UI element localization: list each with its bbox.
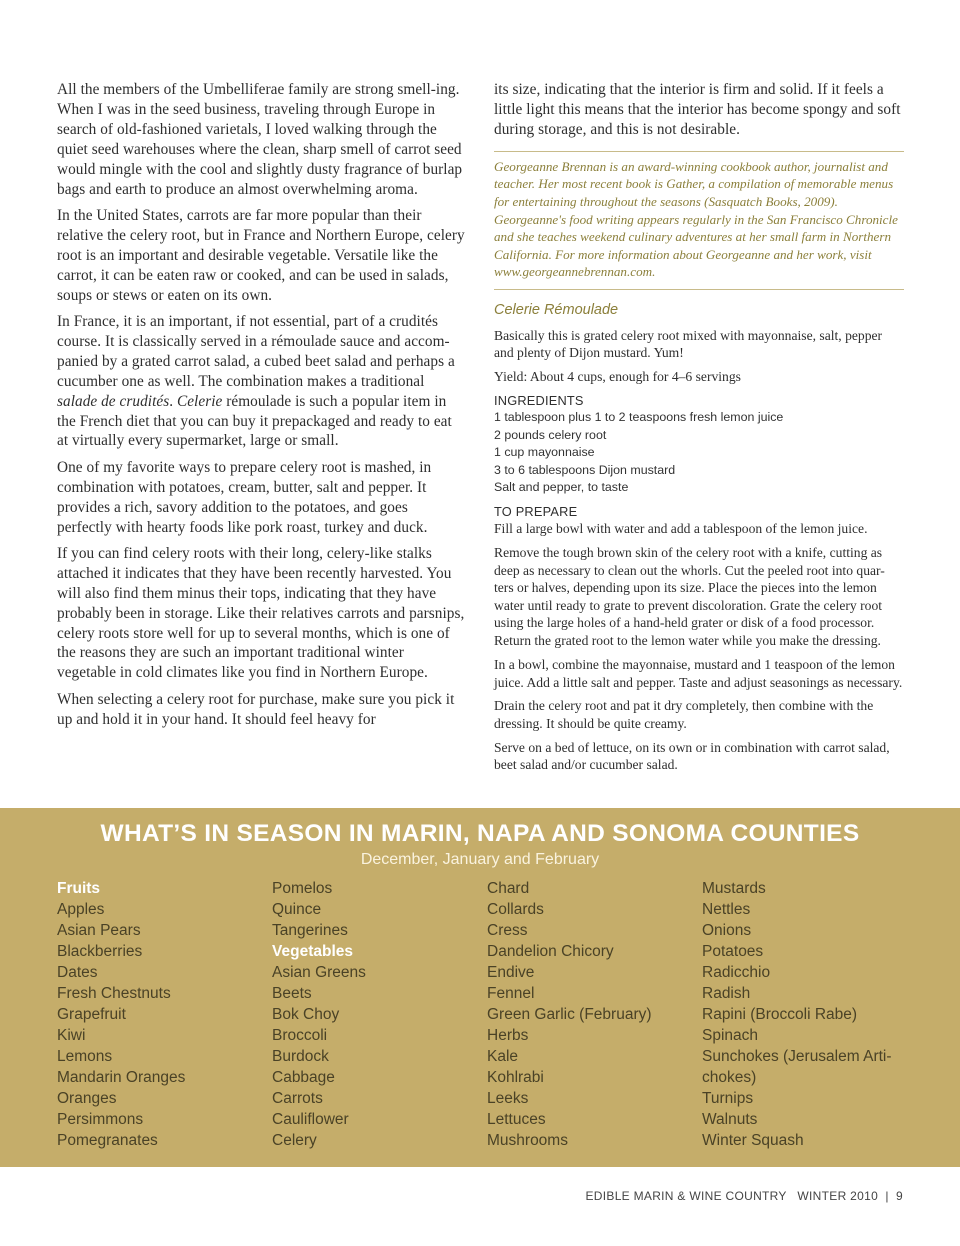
produce-item: Herbs: [487, 1027, 529, 1044]
recipe-intro: Basically this is grated celery root mixed with mayonnaise, salt, pepper and plenty of Dijon mustard. Yum!: [494, 327, 883, 361]
produce-item: Carrots: [272, 1090, 323, 1107]
produce-item: Nettles: [702, 901, 751, 918]
produce-item: Grapefruit: [57, 1006, 126, 1023]
page-footer: [585, 1189, 903, 1203]
produce-item: Dandelion Chicory: [487, 943, 614, 960]
produce-item: Mustards: [702, 880, 766, 897]
ingredient-item: 2 pounds celery root: [494, 427, 607, 442]
produce-item: Radish: [702, 985, 751, 1002]
produce-item: Blackberries: [57, 943, 143, 960]
produce-item: Chard: [487, 880, 530, 897]
produce-item: Celery: [272, 1132, 317, 1149]
article-paragraph: When selecting a celery root for purchase, make sure you pick it up and hold it in your hand. It should feel heavy for: [57, 690, 455, 728]
recipe-step: Fill a large bowl with water and add a tablespoon of the lemon juice.: [494, 521, 868, 537]
article-paragraph-france: [57, 312, 465, 451]
article-paragraph: its size, indicating that the interior is firm and solid. If it feels a little light this means that the interior has become spongy and soft during storage, and this is not desirable.: [494, 81, 901, 138]
italic-text: Celerie: [176, 392, 223, 410]
produce-item: Kale: [487, 1048, 519, 1065]
ingredients-list: [494, 409, 904, 497]
season-title: WHAT’S IN SEASON IN MARIN, NAPA AND SONOMA COUNTIES: [100, 820, 860, 847]
produce-item: Walnuts: [702, 1111, 758, 1128]
ingredient-item: 3 to 6 tablespoons Dijon mustard: [494, 462, 676, 477]
article-paragraph: In the United States, carrots are far more popular than their relative the celery root, but in France and Northern Europe, celery root is an important and desirable vegetable. Versatile like the carrot, it can be eaten raw or cooked, and can be used in salads, soups or stews or eaten on its own.: [57, 206, 465, 304]
in-season-panel: [0, 808, 960, 1167]
recipe-step: Remove the tough brown skin of the celery root with a knife, cutting as deep as necessary to clean out the whorls. Cut the peeled root into quar-ters or halves, depending upon its size. Place the pieces into the lemon water until ready to grate to prevent discoloration. Grate the celery root using the large holes of a hand-held grater or disk of a food processor. Return the grated root to the lemon water while you make the dressing.: [494, 545, 885, 649]
prepare-heading: TO PREPARE: [494, 503, 578, 519]
text-run: .: [169, 392, 177, 410]
text-run: In France, it is an important, if not essential, part of a crudités course. It is classically served in a rémoulade sauce and accom-panied by a grated carrot salad, a cubed beet salad and perhaps a cucumber one as well. The combination makes a traditional: [57, 312, 455, 390]
produce-item: Persimmons: [57, 1111, 144, 1128]
season-column-3: [487, 878, 652, 1151]
footer-text: EDIBLE MARIN & WINE COUNTRY WINTER 2010 | 9: [585, 1189, 903, 1203]
produce-item: Potatoes: [702, 943, 764, 960]
fruits-heading: Fruits: [57, 880, 101, 897]
divider: [494, 151, 904, 152]
italic-text: salade de crudités: [57, 392, 170, 410]
produce-item: Sunchokes (Jerusalem Arti-: [702, 1048, 892, 1065]
produce-item: Lettuces: [487, 1111, 546, 1128]
season-column-4: [702, 878, 892, 1151]
produce-item: Oranges: [57, 1090, 117, 1107]
recipe-yield: Yield: About 4 cups, enough for 4–6 servings: [494, 369, 741, 385]
recipe-step: In a bowl, combine the mayonnaise, mustard and 1 teaspoon of the lemon juice. Add a little salt and pepper. Taste and adjust seasonings as necessary.: [494, 656, 903, 690]
season-subtitle: December, January and February: [360, 851, 600, 868]
produce-item: Apples: [57, 901, 105, 918]
produce-item: Rapini (Broccoli Rabe): [702, 1006, 858, 1023]
produce-item: Beets: [272, 985, 312, 1002]
ingredient-item: Salt and pepper, to taste: [494, 480, 629, 495]
ingredients-heading: INGREDIENTS: [494, 393, 584, 409]
produce-item: Mandarin Oranges: [57, 1069, 186, 1086]
recipe-step: Serve on a bed of lettuce, on its own or in combination with carrot salad, beet salad and/or cucumber salad.: [494, 739, 890, 773]
right-article-column: [494, 80, 904, 780]
produce-item: Tangerines: [272, 922, 348, 939]
recipe-step: Drain the celery root and pat it dry completely, then combine with the dressing. It should be quite creamy.: [494, 698, 874, 731]
season-column-2: [272, 878, 366, 1151]
produce-item: Mushrooms: [487, 1132, 568, 1149]
text-run: rémoulade is such a popular item in the French diet that you can buy it prepackaged and ready to eat at virtually every supermarket, large or small.: [57, 392, 452, 450]
produce-item: Burdock: [272, 1048, 329, 1065]
produce-item: Kohlrabi: [487, 1069, 544, 1086]
article-paragraph: All the members of the Umbelliferae family are strong smell-ing. When I was in the seed business, traveling through Europe in search of old-fashioned varietals, I loved walking through the quiet seed warehouses where the clean, sharp smell of carrot seed would mingle with the cool and slightly dusty fragrance of burlap bags and earth to produce an almost overwhelming aroma.: [57, 81, 463, 198]
produce-item: Broccoli: [272, 1027, 328, 1044]
produce-item: Pomelos: [272, 880, 333, 897]
produce-item: Cauliflower: [272, 1111, 349, 1128]
produce-item: Leeks: [487, 1090, 529, 1107]
produce-item: Kiwi: [57, 1027, 86, 1044]
article-paragraph: If you can find celery roots with their long, celery-like stalks attached it indicates that they have been recently harvested. You will also find them minus their tops, indicating that they have probably been in storage. Like their relatives carrots and parsnips, celery roots store well for up to several months, which is one of the reasons they are such an important traditional winter vegetable in cold climates like you find in Northern Europe.: [57, 544, 465, 682]
left-article-column: [57, 80, 465, 736]
recipe-title: Celerie Rémoulade: [494, 301, 619, 318]
produce-item: Lemons: [57, 1048, 113, 1065]
produce-item: Turnips: [702, 1090, 754, 1107]
produce-item: Cress: [487, 922, 528, 939]
produce-item: Bok Choy: [272, 1006, 340, 1023]
produce-item: Cabbage: [272, 1069, 335, 1086]
produce-item: Green Garlic (February): [487, 1006, 652, 1023]
produce-item: Dates: [57, 964, 98, 981]
produce-item: Asian Greens: [272, 964, 366, 981]
produce-item: Fresh Chestnuts: [57, 985, 171, 1002]
produce-item: Pomegranates: [57, 1132, 158, 1149]
produce-item: Winter Squash: [702, 1132, 804, 1149]
produce-item: Asian Pears: [57, 922, 141, 939]
divider: [494, 289, 904, 290]
produce-item: Quince: [272, 901, 322, 918]
article-paragraph: One of my favorite ways to prepare celery root is mashed, in combination with potatoes, cream, butter, salt and pepper. It provides a rich, savory addition to the potatoes, and goes perfectly with hearty foods like pork roast, turkey and duck.: [57, 458, 432, 536]
produce-item: Onions: [702, 922, 752, 939]
produce-item: chokes): [702, 1069, 757, 1086]
ingredient-item: 1 cup mayonnaise: [494, 445, 595, 460]
season-column-1: [57, 878, 185, 1151]
author-bio: Georgeanne Brennan is an award-winning cookbook author, journalist and teacher. Her most recent book is Gather, a compilation of memorable menus for entertaining throughout the seasons (Sasquatch Books, 2009). Georgeanne's food writing appears regularly in the San Francisco Chronicle and she teaches weekend culinary adventures at her small farm in Northern California. For more information about Georgeanne and her work, visit www.georgeannebrennan.com.: [494, 158, 898, 280]
produce-item: Endive: [487, 964, 535, 981]
produce-item: Fennel: [487, 985, 535, 1002]
produce-item: Collards: [487, 901, 544, 918]
ingredient-item: 1 tablespoon plus 1 to 2 teaspoons fresh lemon juice: [494, 410, 784, 425]
produce-item: Radicchio: [702, 964, 771, 981]
produce-item: Spinach: [702, 1027, 759, 1044]
vegetables-heading: Vegetables: [272, 943, 353, 960]
